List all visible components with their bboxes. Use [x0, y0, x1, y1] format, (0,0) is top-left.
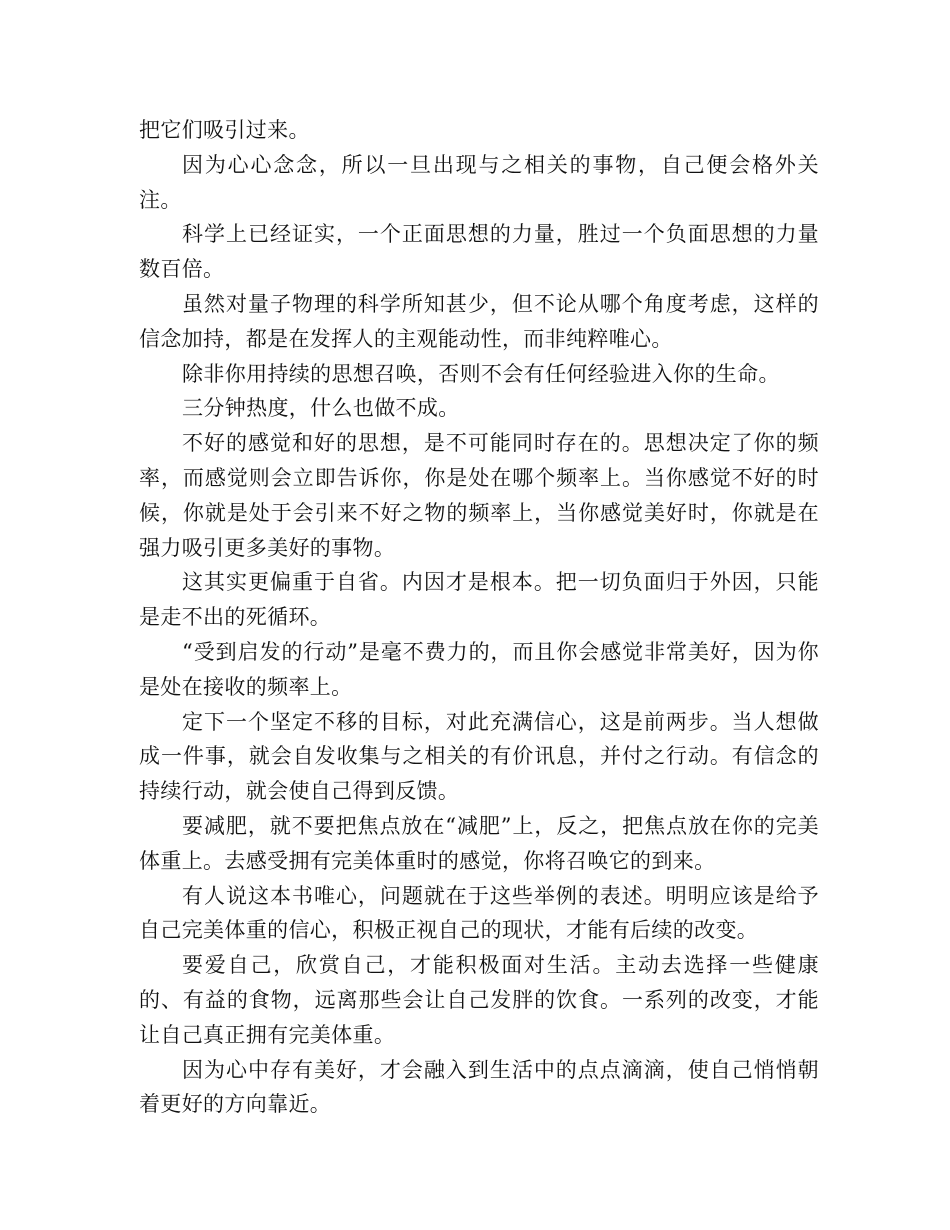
- body-text: [139, 113, 819, 1122]
- paragraph: 有人说这本书唯心，问题就在于这些举例的表述。明明应该是给予自己完美体重的信心，积极正视自己的现状，才能有后续的改变。: [139, 883, 819, 943]
- paragraph: 要爱自己，欣赏自己，才能积极面对生活。主动去选择一些健康的、有益的食物，远离那些会让自己发胖的饮食。一系列的改变，才能让自己真正拥有完美体重。: [139, 953, 819, 1047]
- paragraph: 三分钟热度，什么也做不成。: [182, 396, 460, 421]
- paragraph: 把它们吸引过来。: [139, 118, 310, 142]
- paragraph: “受到启发的行动”是毫不费力的，而且你会感觉非常美好，因为你是处在接收的频率上。: [139, 639, 819, 699]
- paragraph: 定下一个坚定不移的目标，对此充满信心，这是前两步。当人想做成一件事，就会自发收集与之相关的有价讯息，并付之行动。有信念的持续行动，就会使自己得到反馈。: [139, 709, 819, 804]
- paragraph: 虽然对量子物理的科学所知甚少，但不论从哪个角度考虑，这样的信念加持，都是在发挥人的主观能动性，而非纯粹唯心。: [139, 291, 819, 351]
- paragraph: 不好的感觉和好的思想，是不可能同时存在的。思想决定了你的频率，而感觉则会立即告诉你，你是处在哪个频率上。当你感觉不好的时候，你就是处于会引来不好之物的频率上，当你感觉美好时，你就是在强力吸引更多美好的事物。: [139, 431, 819, 560]
- paragraph: 科学上已经证实，一个正面思想的力量，胜过一个负面思想的力量数百倍。: [139, 222, 819, 282]
- paragraph: 因为心中存有美好，才会融入到生活中的点点滴滴，使自己悄悄朝着更好的方向靠近。: [139, 1057, 819, 1117]
- paragraph: 因为心心念念，所以一旦出现与之相关的事物，自己便会格外关注。: [139, 152, 819, 212]
- paragraph: 这其实更偏重于自省。内因才是根本。把一切负面归于外因，只能是走不出的死循环。: [139, 570, 819, 630]
- paragraph: 除非你用持续的思想召唤，否则不会有任何经验进入你的生命。: [182, 361, 780, 386]
- paragraph: 要减肥，就不要把焦点放在“减肥”上，反之，把焦点放在你的完美体重上。去感受拥有完美体重时的感觉，你将召唤它的到来。: [139, 813, 819, 873]
